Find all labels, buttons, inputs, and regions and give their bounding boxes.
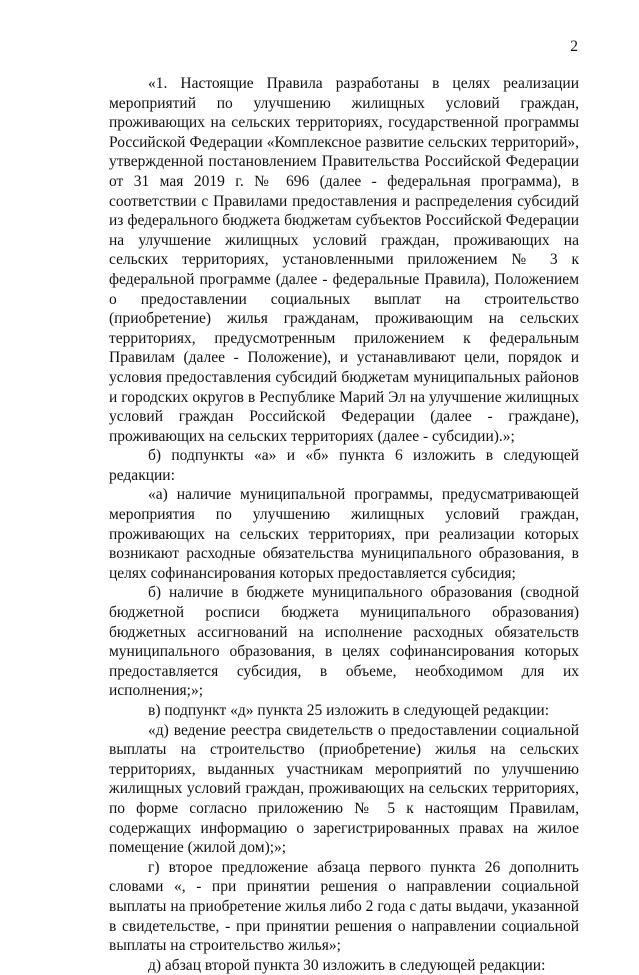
paragraph-v-subitem-25: в) подпункт «д» пункта 25 изложить в следующей редакции:	[148, 702, 550, 719]
paragraph-1-purpose: «1. Настоящие Правила разработаны в целях реализации мероприятий по улучшению жилищных условий граждан, проживающих на сельских территориях, государственной программы Российской Федерации «Комплексное развитие сельских территорий», утвержденной постановлением Правительства Российской Федерации от 31 мая 2019 г. № 696 (далее - федеральная программа), в соответствии с Правилами предоставления и распределения субсидий из федерального бюджета бюджетам субъектов Российской Федерации на улучшение жилищных условий граждан, проживающих на сельских территориях, установленными приложением № 3 к федеральной программе (далее - федеральные Правила), Положением о предоставлении социальных выплат на строительство (приобретение) жилья гражданам, проживающим на сельских территориях, предусмотренным приложением к федеральным Правилам (далее - Положение), и устанавливают цели, порядок и условия предоставления субсидий бюджетам муниципальных районов и городских округов в Республике Марий Эл на улучшение жилищных условий граждан Российской Федерации (далее - граждане), проживающих на сельских территориях (далее - субсидии).»;	[109, 75, 579, 445]
paragraph-b-subitems-6: б) подпункты «а» и «б» пункта 6 изложить в следующей редакции:	[109, 447, 579, 484]
page-number: 2	[570, 38, 578, 55]
paragraph-d-certificate-registry: «д) ведение реестра свидетельств о предоставлении социальной выплаты на строительство (приобретение) жилья на сельских территориях, выданных участникам мероприятий по улучшению жилищных условий граждан, проживающих на сельских территориях, по форме согласно приложению № 5 к настоящим Правилам, содержащих информацию о зарегистрированных правах на жилое помещение (жилой дом);»;	[109, 721, 579, 857]
paragraph-b-budget-allocations: б) наличие в бюджете муниципального образования (сводной бюджетной росписи бюджета муниципального образования) бюджетных ассигнований на исполнение расходных обязательств муниципального образования, в целях софинансирования которых предоставляется субсидия, в объеме, необходимом для их исполнения;»;	[109, 584, 579, 700]
paragraph-a-municipal-program: «а) наличие муниципальной программы, предусматривающей мероприятия по улучшению жилищных условий граждан, проживающих на сельских территориях, при реализации которых возникают расходные обязательства муниципального образования, в целях софинансирования которых предоставляется субсидия;	[109, 486, 579, 582]
paragraph-d-item-30: д) абзац второй пункта 30 изложить в следующей редакции:	[148, 956, 546, 974]
document-body	[109, 74, 579, 975]
paragraph-g-item-26: г) второе предложение абзаца первого пункта 26 дополнить словами «, - при принятии решения о направлении социальной выплаты на приобретение жилья либо 2 года с даты выдачи, указанной в свидетельстве, - при принятии решения о направлении социальной выплаты на строительство жилья»;	[109, 858, 579, 955]
